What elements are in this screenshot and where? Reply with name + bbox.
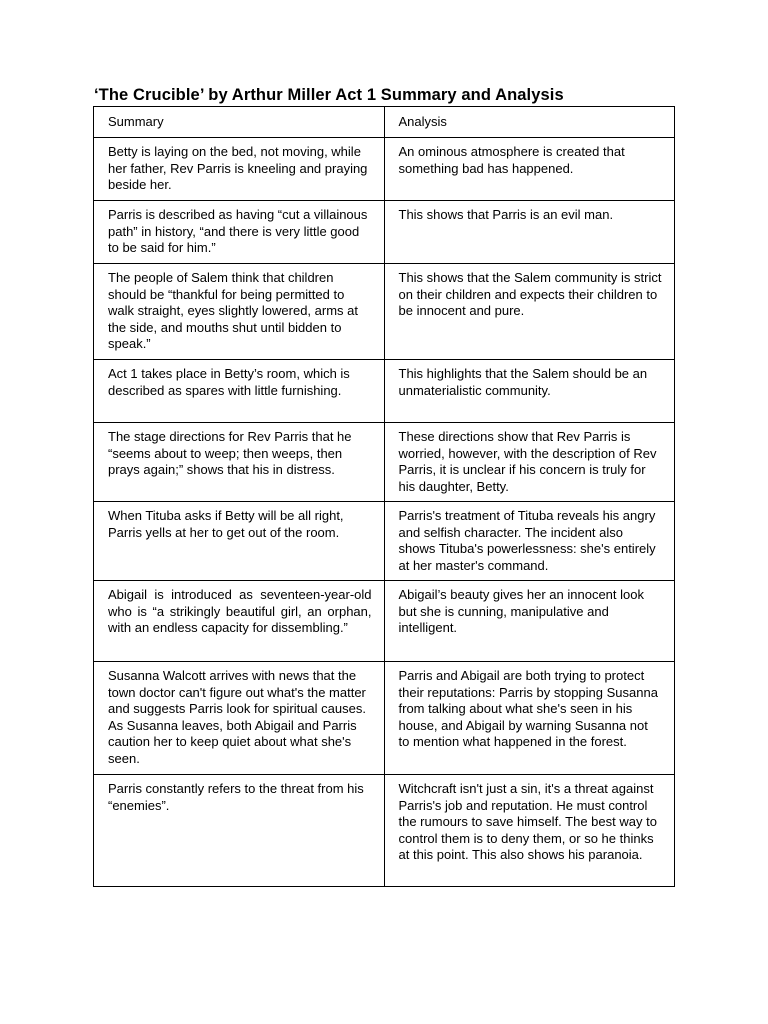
analysis-cell: This shows that the Salem community is strict on their children and expects their children to be innocent and pure. — [384, 264, 675, 360]
summary-cell: Parris is described as having “cut a villainous path” in history, “and there is very little good to be said for him.” — [94, 201, 385, 264]
summary-cell: Abigail is introduced as seventeen-year-old who is “a strikingly beautiful girl, an orphan, with an endless capacity for dissembling.” — [94, 581, 385, 662]
table-row — [94, 662, 675, 775]
summary-cell: Act 1 takes place in Betty’s room, which is described as spares with little furnishing. — [94, 360, 385, 423]
analysis-cell: Abigail’s beauty gives her an innocent look but she is cunning, manipulative and intelligent. — [384, 581, 675, 662]
analysis-cell: Parris's treatment of Tituba reveals his angry and selfish character. The incident also shows Tituba's powerlessness: she's entirely at her master's command. — [384, 502, 675, 581]
table-row — [94, 775, 675, 887]
summary-analysis-table — [93, 106, 675, 887]
summary-cell: Betty is laying on the bed, not moving, while her father, Rev Parris is kneeling and praying beside her. — [94, 138, 385, 201]
analysis-cell: Parris and Abigail are both trying to protect their reputations: Parris by stopping Susanna from talking about what she's seen in his house, and Abigail by warning Susanna not to mention what happened in the forest. — [384, 662, 675, 775]
summary-cell: The people of Salem think that children should be “thankful for being permitted to walk straight, eyes slightly lowered, arms at the side, and mouths shut until bidden to speak.” — [94, 264, 385, 360]
summary-cell: Susanna Walcott arrives with news that the town doctor can't figure out what's the matter and suggests Parris look for spiritual causes. As Susanna leaves, both Abigail and Parris caution her to keep quiet about what she's seen. — [94, 662, 385, 775]
table-row — [94, 360, 675, 423]
table-row — [94, 264, 675, 360]
table-row — [94, 423, 675, 502]
analysis-cell: These directions show that Rev Parris is worried, however, with the description of Rev Parris, it is unclear if his concern is truly for his daughter, Betty. — [384, 423, 675, 502]
summary-cell: Parris constantly refers to the threat from his “enemies”. — [94, 775, 385, 887]
analysis-cell: An ominous atmosphere is created that something bad has happened. — [384, 138, 675, 201]
table-row — [94, 138, 675, 201]
document-title: ‘The Crucible’ by Arthur Miller Act 1 Summary and Analysis — [94, 86, 564, 104]
analysis-cell: This shows that Parris is an evil man. — [384, 201, 675, 264]
summary-cell: When Tituba asks if Betty will be all right, Parris yells at her to get out of the room. — [94, 502, 385, 581]
analysis-cell: Witchcraft isn't just a sin, it's a threat against Parris's job and reputation. He must control the rumours to save himself. The best way to control them is to deny them, or so he thinks at this point. This also shows his paranoia. — [384, 775, 675, 887]
analysis-column-header: Analysis — [384, 107, 675, 138]
summary-cell: The stage directions for Rev Parris that he “seems about to weep; then weeps, then prays again;” shows that his in distress. — [94, 423, 385, 502]
analysis-cell: This highlights that the Salem should be an unmaterialistic community. — [384, 360, 675, 423]
table-header-row — [94, 107, 675, 138]
table-row — [94, 581, 675, 662]
table-row — [94, 502, 675, 581]
table-row — [94, 201, 675, 264]
summary-column-header: Summary — [94, 107, 385, 138]
